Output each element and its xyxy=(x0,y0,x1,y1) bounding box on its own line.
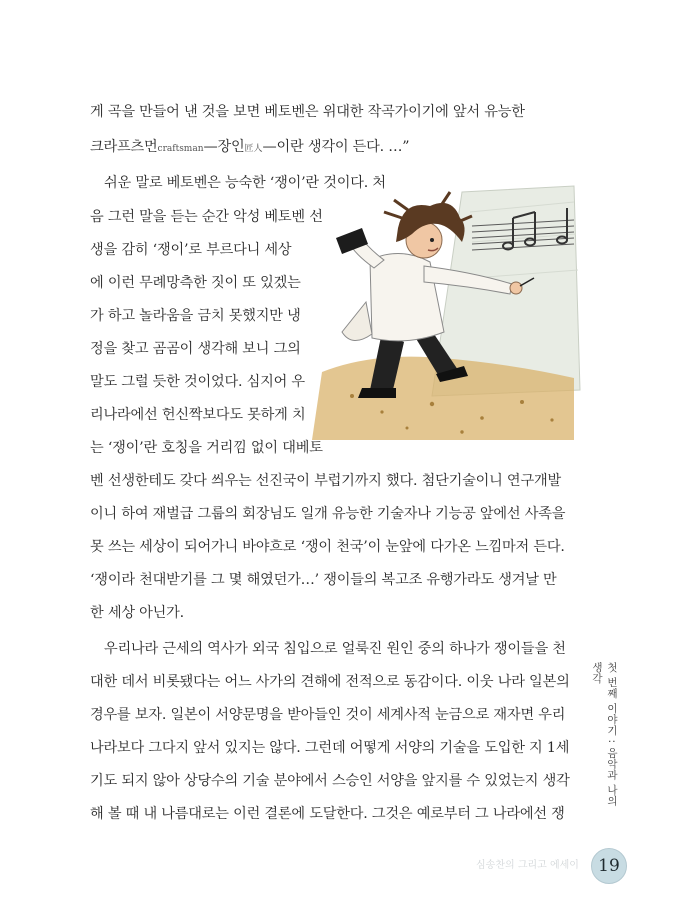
body-line-7: 가 하고 놀라움을 금치 못했지만 냉 xyxy=(90,308,301,324)
body-line-3: 쉬운 말로 베토벤은 능숙한 ‘쟁이’란 것이다. 처 xyxy=(104,175,386,191)
body-line-12: 벤 선생한테도 갖다 씌우는 선진국이 부럽기까지 했다. 첨단기술이니 연구개발 xyxy=(90,473,561,489)
body-line-4: 음 그런 말을 듣는 순간 악성 베토벤 선 xyxy=(90,209,323,225)
body-line-20: 나라보다 그다지 앞서 있지는 않다. 그런데 어떻게 서양의 기술을 도입한 지 1세 xyxy=(90,740,570,756)
side-chapter-caption: 첫 번째 이야기 : 음악과 나의 생각 xyxy=(591,662,618,807)
body-line-1: 게 곡을 만들어 낸 것을 보면 베토벤은 위대한 작곡가이기에 앞서 유능한 xyxy=(90,104,525,120)
body-line-6: 에 이런 무례망측한 짓이 또 있겠는 xyxy=(90,275,301,291)
body-line-8: 정을 찾고 곰곰이 생각해 보니 그의 xyxy=(90,341,301,357)
body-line-16: 한 세상 아닌가. xyxy=(90,605,184,621)
page-number: 19 xyxy=(591,848,627,884)
body-line-18: 대한 데서 비롯됐다는 어느 사가의 견해에 전적으로 동감이다. 이웃 나라 일본의 xyxy=(90,674,570,690)
footer-book-title: 심송찬의 그리고 에세이 xyxy=(476,860,579,871)
body-line-5: 생을 감히 ‘쟁이’로 부르다니 세상 xyxy=(90,242,292,258)
craftsman-korean: 크라프츠먼 xyxy=(90,139,158,155)
body-line-15: ‘쟁이라 천대받기를 그 몇 해였던가…’ 쟁이들의 복고조 유행가라도 생겨날 만 xyxy=(90,572,557,588)
body-line-19: 경우를 보자. 일본이 서양문명을 받아들인 것이 세계사적 눈금으로 재자면 우리 xyxy=(90,707,566,723)
body-line-9: 말도 그럴 듯한 것이었다. 심지어 우 xyxy=(90,374,305,390)
body-line-2 xyxy=(90,137,568,159)
beethoven-illustration xyxy=(312,182,582,444)
body-line-13: 이니 하여 재벌급 그룹의 회장님도 일개 유능한 기술자나 기능공 앞에선 사족을 xyxy=(90,506,566,522)
jangin-hanja: 匠人 xyxy=(244,144,263,154)
jangin-text: —장인 xyxy=(203,139,245,155)
craftsman-english: craftsman xyxy=(157,144,204,154)
line2-tail: —이란 생각이 든다. …” xyxy=(262,139,410,155)
body-line-21: 기도 되지 않아 상당수의 기술 분야에서 스승인 서양을 앞지를 수 있었는지 생각 xyxy=(90,773,570,789)
body-line-10: 리나라에선 헌신짝보다도 못하게 치 xyxy=(90,407,306,423)
body-line-14: 못 쓰는 세상이 되어가니 바야흐로 ‘쟁이 천국’이 눈앞에 다가온 느낌마저 든다. xyxy=(90,539,565,555)
body-line-22: 해 볼 때 내 나름대로는 이런 결론에 도달한다. 그것은 예로부터 그 나라에선 쟁 xyxy=(90,806,565,822)
body-line-17: 우리나라 근세의 역사가 외국 침입으로 얼룩진 원인 중의 하나가 쟁이들을 천 xyxy=(104,641,566,657)
body-line-11: 는 ‘쟁이’란 호칭을 거리낌 없이 대베토 xyxy=(90,440,323,456)
